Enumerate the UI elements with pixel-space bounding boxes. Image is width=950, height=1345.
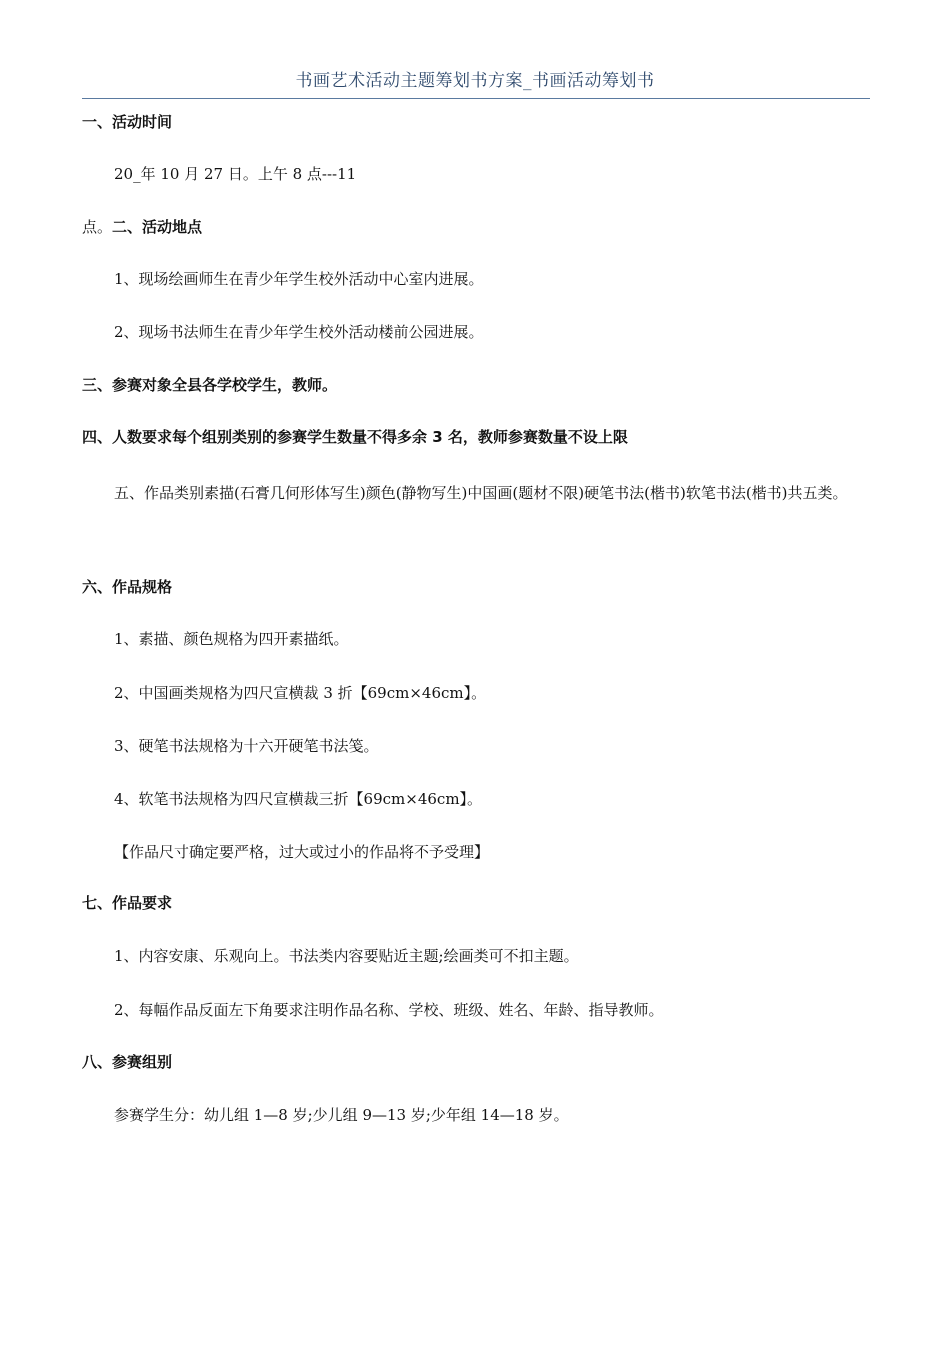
spec-note: 【作品尺寸确定要严格，过大或过小的作品将不予受理】 (114, 843, 490, 861)
section-6-heading: 六、作品规格 (82, 578, 173, 596)
page-header-title: 书画艺术活动主题筹划书方案_书画活动筹划书 (295, 71, 655, 91)
section-2-heading-line (82, 217, 202, 237)
spec-item-4: 4、软笔书法规格为四尺宣横裁三折【69cm×46cm】。 (114, 790, 483, 808)
spec-item-3: 3、硬笔书法规格为十六开硬笔书法笺。 (114, 737, 379, 755)
section-3-heading: 三、参赛对象全县各学校学生，教师。 (82, 376, 338, 394)
section-4-heading: 四、人数要求每个组别类别的参赛学生数量不得多余 3 名，教师参赛数量不设上限 (82, 428, 628, 446)
location-item-1: 1、现场绘画师生在青少年学生校外活动中心室内进展。 (114, 270, 484, 288)
spec-item-1: 1、素描、颜色规格为四开素描纸。 (114, 630, 349, 648)
requirement-item-1: 1、内容安康、乐观向上。书法类内容要贴近主题;绘画类可不扣主题。 (114, 947, 579, 965)
section-2-prefix: 点。 (82, 218, 113, 236)
location-item-2: 2、现场书法师生在青少年学生校外活动楼前公园进展。 (114, 323, 484, 341)
section-2-heading: 二、活动地点 (112, 218, 203, 236)
requirement-item-2: 2、每幅作品反面左下角要求注明作品名称、学校、班级、姓名、年龄、指导教师。 (114, 1001, 664, 1019)
activity-time-text: 20_年 10 月 27 日。上午 8 点---11 (114, 165, 357, 183)
section-7-heading: 七、作品要求 (82, 894, 173, 912)
section-1-heading: 一、活动时间 (82, 113, 173, 131)
header-divider (82, 98, 870, 99)
section-8-heading: 八、参赛组别 (82, 1053, 173, 1071)
spec-item-2: 2、中国画类规格为四尺宣横裁 3 折【69cm×46cm】。 (114, 684, 487, 702)
group-text: 参赛学生分：幼儿组 1—8 岁;少儿组 9—13 岁;少年组 14—18 岁。 (114, 1106, 569, 1124)
section-5-paragraph: 五、作品类别素描(石膏几何形体写生)颜色(静物写生)中国画(题材不限)硬笔书法(楷书)软笔书法(楷书)共五类。 (114, 484, 848, 502)
